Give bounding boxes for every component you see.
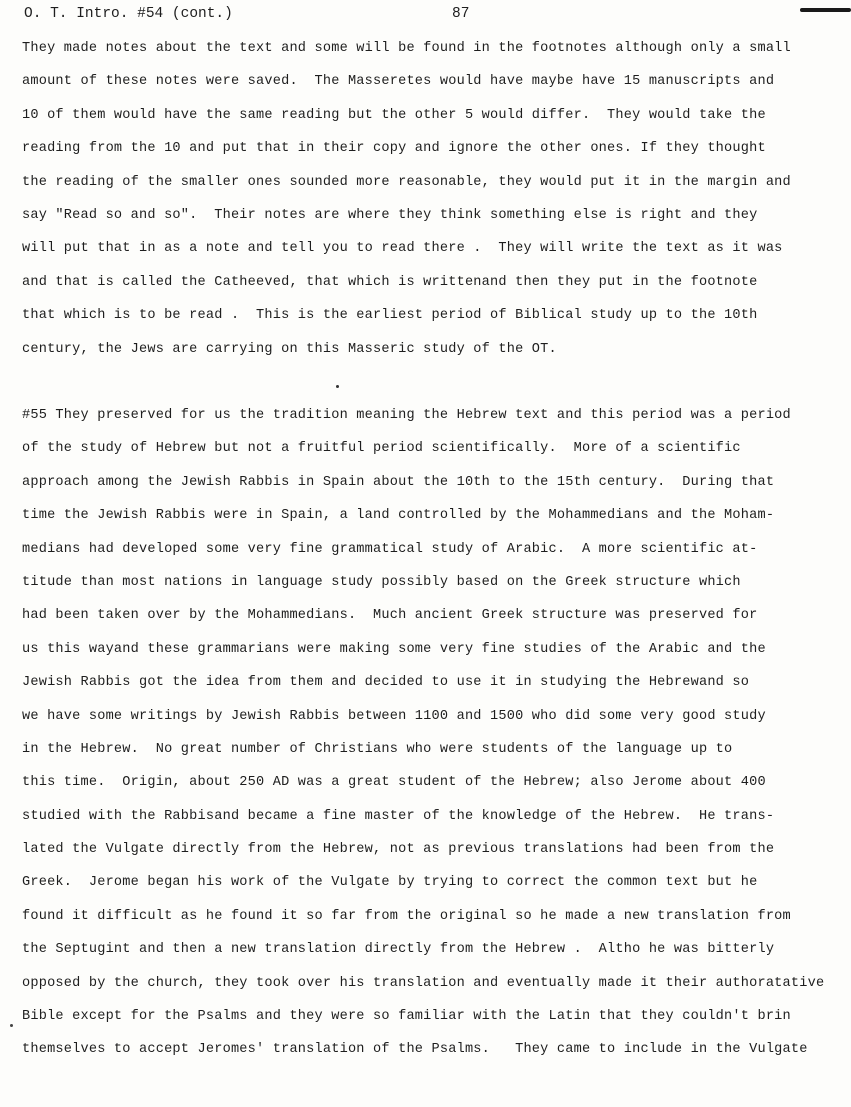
margin-mark [800, 8, 851, 12]
text-line: that which is to be read . This is the earliest period of Biblical study up to the 10th [22, 308, 758, 324]
text-line: themselves to accept Jeromes' translation of the Psalms. They came to include in the Vulgate [22, 1042, 808, 1058]
text-line: century, the Jews are carrying on this Masseric study of the OT. [22, 341, 557, 357]
text-line: medians had developed some very fine grammatical study of Arabic. A more scientific at- [22, 541, 758, 557]
ink-dot [336, 385, 339, 388]
text-line: the reading of the smaller ones sounded more reasonable, they would put it in the margin and [22, 174, 791, 190]
page-header [24, 4, 851, 28]
text-line: opposed by the church, they took over his translation and eventually made it their authoratative [22, 975, 825, 991]
text-line: Jewish Rabbis got the idea from them and decided to use it in studying the Hebrewand so [22, 675, 750, 691]
text-line: us this wayand these grammarians were making some very fine studies of the Arabic and the [22, 641, 766, 657]
text-line: say "Read so and so". Their notes are where they think something else is right and they [22, 207, 758, 223]
header-title: O. T. Intro. #54 (cont.) [24, 6, 233, 22]
text-line: approach among the Jewish Rabbis in Spain about the 10th to the 15th century. During that [22, 474, 775, 490]
paragraph-1 [22, 32, 837, 366]
text-line: Greek. Jerome began his work of the Vulgate by trying to correct the common text but he [22, 875, 758, 891]
text-line: this time. Origin, about 250 AD was a great student of the Hebrew; also Jerome about 400 [22, 775, 766, 791]
text-line: reading from the 10 and put that in their copy and ignore the other ones. If they thought [22, 141, 766, 157]
paragraph-2 [22, 399, 837, 1067]
text-line: the Septugint and then a new translation directly from the Hebrew . Altho he was bitterly [22, 942, 775, 958]
text-line: of the study of Hebrew but not a fruitful period scientifically. More of a scientific [22, 441, 741, 457]
text-line: titude than most nations in language study possibly based on the Greek structure which [22, 574, 741, 590]
text-line: and that is called the Catheeved, that which is writtenand then they put in the footnote [22, 274, 758, 290]
text-line: amount of these notes were saved. The Masseretes would have maybe have 15 manuscripts and [22, 74, 775, 90]
text-line: studied with the Rabbisand became a fine master of the knowledge of the Hebrew. He trans- [22, 808, 775, 824]
text-line: time the Jewish Rabbis were in Spain, a land controlled by the Mohammedians and the Moham- [22, 508, 775, 524]
text-line: #55 They preserved for us the tradition meaning the Hebrew text and this period was a period [22, 408, 791, 423]
text-line: in the Hebrew. No great number of Christians who were students of the language up to [22, 741, 733, 757]
page-number: 87 [452, 6, 470, 22]
text-line: found it difficult as he found it so far from the original so he made a new translation from [22, 908, 791, 924]
text-line: will put that in as a note and tell you to read there . They will write the text as it was [22, 241, 783, 257]
text-line: we have some writings by Jewish Rabbis between 1100 and 1500 who did some very good study [22, 708, 766, 724]
text-line: 10 of them would have the same reading but the other 5 would differ. They would take the [22, 107, 766, 123]
ink-dot [10, 1024, 13, 1027]
text-line: lated the Vulgate directly from the Hebrew, not as previous translations had been from the [22, 842, 775, 858]
text-line: Bible except for the Psalms and they were so familiar with the Latin that they couldn't brin [22, 1009, 791, 1025]
text-line: They made notes about the text and some will be found in the footnotes although only a small [22, 41, 791, 56]
text-line: had been taken over by the Mohammedians. Much ancient Greek structure was preserved for [22, 608, 758, 624]
